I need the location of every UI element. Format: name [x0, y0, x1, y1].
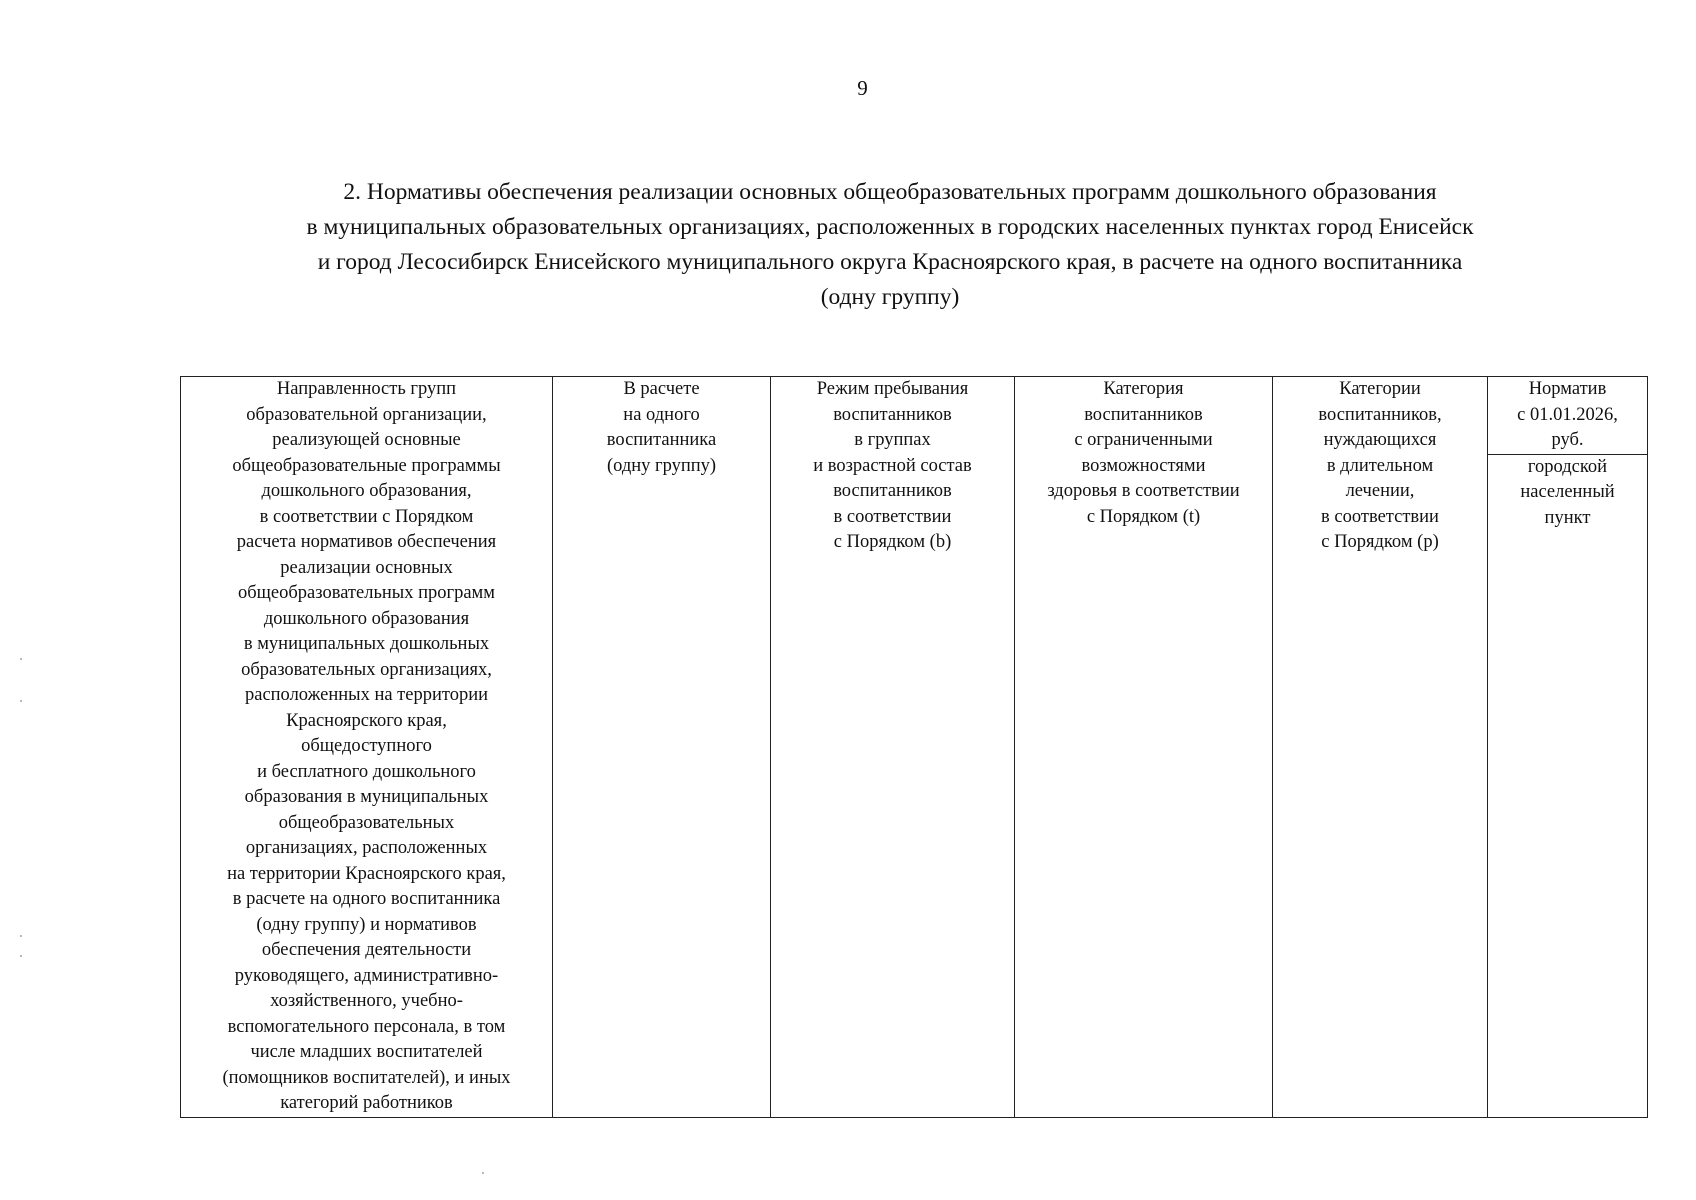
header-line: с Порядком (b) — [833, 532, 952, 552]
header-line: с 01.01.2026, — [1517, 404, 1618, 425]
scan-artifact — [20, 935, 22, 937]
header-line: дошкольного образования, — [261, 481, 472, 501]
document-heading — [190, 175, 1590, 315]
header-cell-norm — [1488, 377, 1648, 455]
header-line: в группах — [854, 430, 931, 450]
header-line: с Порядком (p) — [1321, 532, 1439, 552]
header-line: (одну группу) — [606, 455, 717, 476]
header-line: общеобразовательные программы — [232, 455, 501, 476]
header-line: вспомогательного персонала, в том — [227, 1016, 506, 1037]
header-line: Категории — [1339, 379, 1421, 399]
header-line: воспитанника — [606, 430, 717, 450]
header-line: общедоступного — [301, 736, 432, 756]
header-line: дошкольного образования — [263, 608, 470, 629]
header-line: в соответствии — [1321, 506, 1439, 527]
header-line: В расчете — [623, 379, 700, 399]
header-line: лечении, — [1345, 481, 1415, 501]
header-line: в соответствии — [833, 506, 952, 527]
header-cell-per-pupil — [553, 377, 771, 1118]
header-line: в длительном — [1326, 455, 1434, 476]
header-line: нуждающихся — [1323, 430, 1437, 450]
header-line: в соответствии с Порядком — [259, 506, 474, 527]
header-line: воспитанников — [833, 404, 952, 425]
header-line: пункт — [1544, 507, 1591, 528]
header-line: на территории Красноярского края, — [227, 863, 506, 884]
header-line: Режим пребывания — [816, 379, 969, 399]
header-line: реализации основных — [280, 557, 453, 578]
heading-line: 2. Нормативы обеспечения реализации основных общеобразовательных программ дошкольного образования — [343, 179, 1437, 205]
header-line: руб. — [1551, 430, 1584, 450]
header-line: в муниципальных дошкольных — [243, 634, 490, 654]
header-cell-urban-settlement — [1488, 454, 1648, 1118]
scan-artifact — [20, 955, 22, 957]
header-line: общеобразовательных программ — [238, 583, 495, 603]
header-cell-group-direction — [181, 377, 553, 1118]
header-line: (помощников воспитателей), и иных — [222, 1067, 511, 1088]
heading-line: (одну группу) — [820, 284, 960, 310]
header-line: хозяйственного, учебно- — [270, 991, 463, 1011]
norms-table — [180, 376, 1648, 1118]
header-line: воспитанников — [1084, 404, 1203, 425]
header-line: обеспечения деятельности — [261, 940, 472, 960]
header-line: образования в муниципальных — [244, 787, 489, 807]
header-line: числе младших воспитателей — [250, 1042, 483, 1062]
header-line: населенный — [1520, 482, 1615, 502]
page-number: 9 — [857, 76, 868, 100]
heading-line: в муниципальных образовательных организациях, расположенных в городских населенных пунктах город Енисейск — [306, 214, 1474, 240]
header-line: городской — [1527, 456, 1608, 477]
header-line: с Порядком (t) — [1086, 506, 1201, 527]
header-line: расчета нормативов обеспечения — [236, 532, 497, 552]
scan-artifact — [482, 1172, 484, 1174]
header-line: категорий работников — [280, 1093, 453, 1113]
header-line: расположенных на территории — [244, 685, 489, 705]
scan-artifact — [20, 700, 22, 702]
header-line: на одного — [623, 404, 700, 425]
header-line: руководящего, административно- — [234, 965, 499, 986]
header-line: воспитанников, — [1318, 404, 1442, 425]
header-line: возможностями — [1081, 455, 1206, 476]
header-line: воспитанников — [833, 481, 952, 501]
header-line: и бесплатного дошкольного — [257, 761, 476, 782]
header-line: с ограниченными — [1074, 430, 1213, 450]
header-line: реализующей основные — [272, 430, 461, 450]
header-line: здоровья в соответствии — [1047, 481, 1240, 501]
header-line: Красноярского края, — [286, 710, 447, 731]
header-line: общеобразовательных — [278, 812, 455, 833]
header-line: в расчете на одного воспитанника — [232, 889, 501, 909]
header-line: образовательной организации, — [246, 404, 487, 425]
scan-artifact — [20, 658, 22, 660]
header-cell-long-treatment — [1273, 377, 1488, 1118]
header-line: Норматив — [1528, 379, 1607, 399]
header-cell-stay-mode — [771, 377, 1015, 1118]
header-cell-disability-category — [1015, 377, 1273, 1118]
header-line: и возрастной состав — [813, 455, 972, 476]
header-line: Направленность групп — [276, 379, 457, 399]
header-line: организациях, расположенных — [245, 838, 488, 858]
heading-line: и город Лесосибирск Енисейского муниципального округа Красноярского края, в расчете на одного воспитанника — [317, 249, 1463, 275]
header-line: Категория — [1103, 379, 1184, 399]
header-line: образовательных организациях, — [241, 659, 492, 680]
header-line: (одну группу) и нормативов — [256, 914, 477, 935]
